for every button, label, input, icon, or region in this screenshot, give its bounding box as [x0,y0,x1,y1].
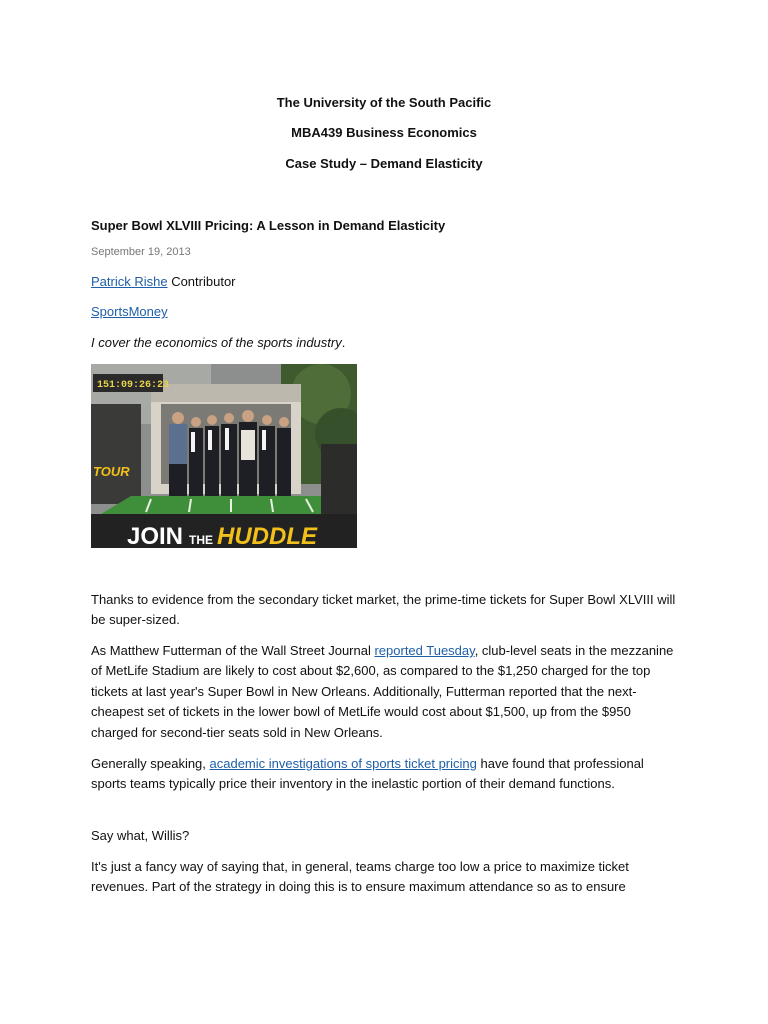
banner-the-text: THE [189,533,213,547]
academic-investigations-link[interactable]: academic investigations of sports ticket pricing [209,756,477,771]
paragraph-2 [91,641,681,743]
author-link[interactable]: Patrick Rishe [91,274,168,289]
course-title: MBA439 Business Economics [291,125,477,140]
tagline-period: . [341,335,346,350]
article-date: September 19, 2013 [91,246,191,258]
clock-text: 151:09:26:23 [97,380,170,391]
paragraph-1: Thanks to evidence from the secondary ticket market, the prime-time tickets for Super Bowl XLVIII will be super-sized. [91,592,676,628]
banner-huddle-text: HUDDLE [217,523,317,548]
photo-illustration [91,364,357,548]
author-role: Contributor [167,274,236,289]
paragraph-4: Say what, Willis? [91,828,190,843]
channel-link[interactable]: SportsMoney [91,304,168,319]
article-title: Super Bowl XLVIII Pricing: A Lesson in Demand Elasticity [91,218,446,233]
paragraph-3-text-b: have found that professional sports teams typically price their inventory in the inelastic portion of their demand functions. [91,756,644,792]
article-photo [91,364,357,548]
paragraph-5: It's just a fancy way of saying that, in general, teams charge too low a price to maximize ticket revenues. Part of the strategy in doing this is to ensure maximum attendance so as to ensure [91,859,629,895]
paragraph-3-text-a: Generally speaking, [91,756,210,771]
banner-join-text: JOIN [127,523,184,548]
author-line [91,272,236,292]
paragraph-2-text-b: , club-level seats in the mezzanine of MetLife Stadium are likely to cost about $2,600, as compared to the $1,250 charged for the top tickets at last year's Super Bowl in New Orleans. Additionally, Futterman reported that the next-cheapest set of tickets in the lower bowl of MetLife would cost about $1,500, up from the $950 charged for second-tier seats sold in New Orleans. [91,643,674,740]
paragraph-2-text-a: As Matthew Futterman of the Wall Street Journal [91,643,375,658]
author-tagline [91,333,345,353]
side-tour-text: TOUR [93,464,130,479]
channel-line [91,302,168,322]
reported-tuesday-link[interactable]: reported Tuesday [374,643,475,658]
case-study-title: Case Study – Demand Elasticity [285,156,483,171]
paragraph-3 [91,754,681,795]
university-name: The University of the South Pacific [276,95,492,110]
tagline-text: I cover the economics of the sports industry [91,335,342,350]
